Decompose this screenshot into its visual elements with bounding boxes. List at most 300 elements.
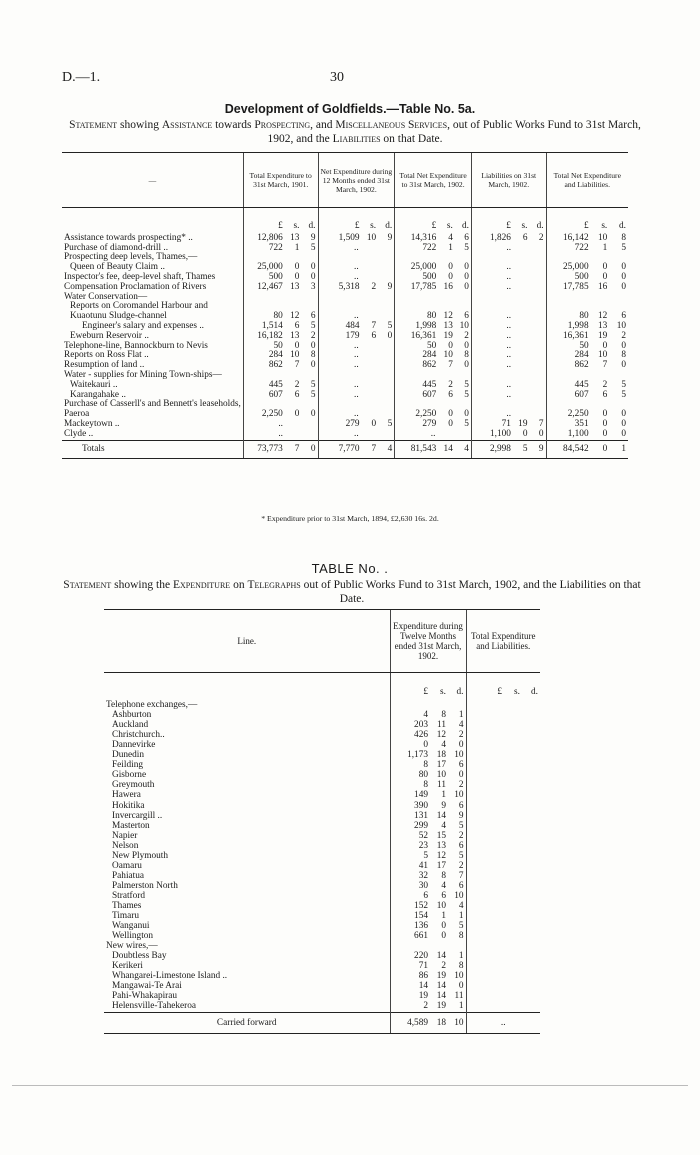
table2-total-cell-empty — [504, 961, 522, 971]
table2-col-total: Total Expenditure and Liabilities. — [466, 610, 540, 673]
table2-statement-text: Expenditure — [172, 579, 231, 591]
table1-statement-text: on that Date. — [380, 133, 443, 145]
table1-cell-pounds: 179 — [318, 332, 362, 342]
table1-cell-pence: 5 — [621, 389, 626, 400]
table2-row-label: Gisborne — [112, 770, 147, 781]
table1-cell-nil: .. — [318, 391, 395, 401]
table2-cell-pounds: 8 — [390, 780, 430, 790]
table1-statement-text: Prospecting — [254, 119, 311, 131]
table2-cell-pence: 2 — [458, 860, 464, 871]
table1-cell-pounds: 25,000 — [395, 263, 439, 273]
table1-cell-pence: 2 — [464, 330, 469, 341]
table1-cell-shillings: 7 — [602, 360, 608, 371]
table2-cell-pence: 1 — [458, 710, 464, 721]
table2-row-label: Christchurch.. — [112, 730, 165, 741]
table2-unit-d: d. — [531, 687, 539, 697]
table1-unit-d: d. — [308, 221, 316, 231]
table2-cell-shillings: 19 — [436, 971, 446, 982]
table1-cell-empty — [529, 293, 546, 303]
table1-cell-pounds: 862 — [243, 361, 284, 371]
table1-cell-pounds: 500 — [546, 273, 591, 283]
table1-cell-pounds: 2,250 — [243, 400, 284, 420]
table1-total-cell-pence: 0 — [301, 440, 318, 459]
table2-total-cell-empty — [466, 911, 504, 921]
table2-cell-pounds: 390 — [390, 801, 430, 811]
table2-total-cell-empty — [466, 720, 504, 730]
table2-row — [104, 981, 540, 991]
table1-cell-shillings: 0 — [602, 418, 608, 429]
table1-cell-empty — [362, 253, 379, 263]
table2-cell-shillings: 8 — [441, 870, 446, 881]
table1-col-total-exp: Total Net Expenditure and Liabilities. — [546, 153, 628, 208]
table2-total-cell-empty — [466, 750, 504, 760]
table1-row-label: Mackeytown .. — [64, 418, 120, 429]
table2-cell-pence: 2 — [458, 830, 464, 841]
table1-cell-empty — [301, 293, 318, 303]
table1-cell-pence: 0 — [621, 409, 626, 420]
table1-cell-nil: .. — [243, 430, 318, 440]
table1-cell-pounds: 284 — [395, 351, 439, 361]
table2-total-cell-empty — [522, 951, 540, 961]
table1-cell-shillings: 6 — [522, 232, 528, 243]
table2-total-cell-empty — [504, 911, 522, 921]
table2-carried-label: Carried forward — [104, 1012, 390, 1033]
table2-units-spacer — [104, 673, 390, 701]
table2-total-cell-empty — [466, 700, 504, 710]
table1-cell-nil: .. — [243, 420, 318, 430]
table2-cell-pence: 7 — [458, 870, 464, 881]
table2-cell-pence: 6 — [458, 800, 464, 811]
table2-unit-d: d. — [456, 687, 464, 697]
table1-row-label: Inspector's fee, deep-level shaft, Thames — [64, 271, 216, 282]
table2-total-cell-empty — [522, 981, 540, 991]
table2-header-row — [104, 610, 540, 673]
table2-cell-empty — [430, 941, 448, 951]
table1-cell-shillings: 1 — [294, 242, 300, 253]
table2-total-cell-empty — [466, 730, 504, 740]
table2-cell-pounds: 220 — [390, 951, 430, 961]
table2-row-label: New wires,— — [106, 941, 158, 952]
table1-cell-pence: 5 — [464, 242, 469, 253]
table2-total-cell-empty — [522, 881, 540, 891]
table2-row-label: Dannevirke — [112, 740, 156, 751]
table2-cell-shillings: 10 — [436, 770, 446, 781]
table1-total-cell-shillings: 14 — [438, 440, 455, 459]
table2-total-cell-empty — [522, 991, 540, 1001]
table1-cell-empty — [378, 371, 395, 381]
table2-cell-shillings: 19 — [436, 1001, 446, 1012]
table2-cell-pounds: 152 — [390, 901, 430, 911]
table2-cell-shillings: 4 — [441, 740, 446, 751]
table2-row-label: Greymouth — [112, 780, 155, 791]
table1 — [62, 152, 628, 459]
table2-total-cell-empty — [466, 710, 504, 720]
table1-total-cell-shillings: 7 — [362, 440, 379, 459]
table1-row-label: Water Conservation— — [64, 291, 148, 302]
table2-cell-pounds: 30 — [390, 881, 430, 891]
table1-cell-pence: 5 — [310, 389, 316, 400]
table1-cell-shillings: 7 — [371, 320, 377, 331]
table1-total-cell-pounds: 84,542 — [546, 440, 591, 459]
table1-cell-pounds: 80 — [243, 302, 284, 322]
table2-cell-pounds: 203 — [390, 720, 430, 730]
table1-cell-pounds: 607 — [395, 391, 439, 401]
table2-total-cell-empty — [466, 971, 504, 981]
table1-statement-text: , and — [310, 119, 336, 131]
table1-cell-pence: 9 — [387, 232, 393, 243]
table2-total-cell-empty — [504, 780, 522, 790]
table1-cell-pence: 6 — [464, 311, 469, 322]
table2-units-row — [104, 673, 540, 701]
table2-total-cell-empty — [466, 760, 504, 770]
table2-cell-pounds: 32 — [390, 871, 430, 881]
table1-cell-pounds: 445 — [243, 381, 284, 391]
table1-row-label: Queen of Beauty Claim .. — [70, 262, 166, 273]
table2-row — [104, 801, 540, 811]
table1-cell-pounds: 279 — [318, 420, 362, 430]
table1-cell-pounds: 5,318 — [318, 283, 362, 293]
table1-cell-pence: 8 — [621, 232, 626, 243]
table1-total-cell-shillings: 0 — [591, 440, 610, 459]
table1-cell-shillings: 16 — [597, 281, 608, 292]
table1-total-cell-pounds: 7,770 — [318, 440, 362, 459]
table1-unit-s: s. — [293, 221, 300, 231]
table2-statement-text: on — [230, 579, 248, 591]
table2-row — [104, 750, 540, 760]
table1-col-net: Net Expenditure during 12 Months ended 31st March, 1902. — [318, 153, 395, 208]
table1-cell-pence: 0 — [464, 340, 469, 351]
table2-total-cell-empty — [522, 780, 540, 790]
table2-row-label: Masterton — [112, 820, 150, 831]
table1-cell-shillings: 7 — [294, 360, 300, 371]
table1-cell-empty — [529, 253, 546, 263]
table1-cell-empty — [378, 293, 395, 303]
table2-total-cell-empty — [466, 780, 504, 790]
table2-row — [104, 760, 540, 770]
table1-row-label: Prospecting deep levels, Thames,— — [64, 252, 198, 263]
table1-cell-pounds: 14,316 — [395, 234, 439, 244]
table1-cell-pence: 6 — [621, 311, 626, 322]
table1-cell-empty — [609, 293, 628, 303]
table1-cell-pence: 5 — [621, 242, 626, 253]
table2-cell-pounds: 86 — [390, 971, 430, 981]
table1-row-label: Waitekauri .. — [70, 379, 118, 390]
table1-cell-shillings: 10 — [443, 350, 453, 361]
table1-row — [62, 400, 628, 420]
table1-cell-pounds: 607 — [546, 391, 591, 401]
table1-unit-d: d. — [619, 221, 626, 231]
table1-cell-shillings: 2 — [294, 379, 300, 390]
table1-cell-nil: .. — [471, 400, 546, 420]
table2-cell-pence: 2 — [458, 730, 464, 741]
table1-cell-pence: 0 — [621, 360, 626, 371]
table2-carried-cell-pence: 10 — [448, 1012, 466, 1033]
table1-cell-pounds: 722 — [395, 244, 439, 254]
table2-cell-pence: 1 — [458, 911, 464, 922]
table2-row — [104, 921, 540, 931]
table1-cell-shillings: 0 — [522, 428, 528, 439]
table1-cell-shillings: 6 — [448, 389, 453, 400]
table2-cell-shillings: 13 — [436, 840, 446, 851]
table1-cell-shillings: 1 — [448, 242, 453, 253]
table2-cell-pounds: 1,173 — [390, 750, 430, 760]
table2-row — [104, 831, 540, 841]
table1-cell-empty — [471, 293, 512, 303]
table1-cell-nil: .. — [318, 273, 395, 283]
table1-cell-nil: .. — [318, 302, 395, 322]
table1-statement-text: , out of Public Works Fund to 31st March, 1902, and the — [267, 119, 641, 145]
table1-cell-pounds: 722 — [546, 244, 591, 254]
table2-row — [104, 811, 540, 821]
table1-cell-empty — [243, 293, 284, 303]
table2-cell-pence: 1 — [458, 951, 464, 962]
table2-cell-pence: 10 — [454, 790, 464, 801]
table1-cell-pounds: 1,998 — [546, 322, 591, 332]
table1-cell-pence: 0 — [464, 281, 469, 292]
table2-total-cell-empty — [504, 710, 522, 720]
table1-cell-pence: 10 — [616, 320, 626, 331]
table1-cell-pounds: 500 — [243, 273, 284, 283]
table1-cell-shillings: 1 — [602, 242, 608, 253]
table2-total-cell-empty — [466, 1001, 504, 1012]
table2-total-cell-empty — [466, 961, 504, 971]
table1-cell-pounds: 284 — [243, 351, 284, 361]
table2-col-line: Line. — [104, 610, 390, 673]
table2-cell-pounds: 41 — [390, 861, 430, 871]
table2-total-cell-empty — [522, 871, 540, 881]
table2-cell-pence: 5 — [458, 820, 464, 831]
table2-total-cell-empty — [504, 921, 522, 931]
table1-cell-shillings: 0 — [602, 271, 608, 282]
table2-cell-pence: 8 — [458, 961, 464, 972]
table1-total-cell-pounds: 2,998 — [471, 440, 512, 459]
table2-cell-shillings: 4 — [441, 880, 446, 891]
table2-cell-pence: 10 — [454, 971, 464, 982]
table1-title: Development of Goldfields.—Table No. 5a. — [224, 102, 476, 116]
table1-cell-empty — [513, 253, 530, 263]
table2-row — [104, 770, 540, 780]
table1-cell-pounds: 12,806 — [243, 234, 284, 244]
table2-cell-pence: 5 — [458, 921, 464, 932]
table1-unit-l: £ — [395, 208, 439, 234]
table2-cell-pence: 6 — [458, 840, 464, 851]
table1-cell-pence: 5 — [464, 418, 469, 429]
table2-total-cell-empty — [504, 901, 522, 911]
table1-cell-nil: .. — [471, 263, 546, 273]
table1-cell-shillings: 0 — [371, 418, 377, 429]
table2-total-cell-empty — [522, 720, 540, 730]
table2-total-cell-empty — [466, 821, 504, 831]
table1-cell-nil: .. — [318, 430, 395, 440]
table1-cell-shillings: 16 — [443, 281, 453, 292]
table2-total-cell-empty — [504, 801, 522, 811]
table2-total-cell-empty — [466, 891, 504, 901]
table1-unit-s: s. — [601, 221, 608, 231]
table2-cell-shillings: 6 — [441, 890, 446, 901]
document-code: D.—1. — [62, 70, 101, 85]
table2-row — [104, 720, 540, 730]
table1-cell-pence: 3 — [310, 281, 316, 292]
table1-cell-nil: .. — [471, 391, 546, 401]
table1-cell-pence: 0 — [464, 271, 469, 282]
table2-row — [104, 901, 540, 911]
table2-total-cell-empty — [504, 861, 522, 871]
table1-cell-pounds: 16,182 — [243, 332, 284, 342]
table1-cell-pence: 5 — [621, 379, 626, 390]
table2-total-cell-empty — [466, 740, 504, 750]
table2-total-cell-empty — [466, 811, 504, 821]
table2-total-cell-empty — [466, 881, 504, 891]
table2-row — [104, 931, 540, 941]
page-number: 30 — [330, 70, 344, 85]
table2-cell-pence: 11 — [454, 991, 464, 1002]
table2-row-label: Pahi-Whakapirau — [112, 991, 178, 1002]
table2-row — [104, 961, 540, 971]
table1-cell-nil: .. — [318, 244, 395, 254]
table1-cell-shillings: 6 — [602, 389, 608, 400]
table2-total-cell-empty — [522, 760, 540, 770]
table1-footnote: * Expenditure prior to 31st March, 1894, £2,630 16s. 2d. — [261, 514, 439, 523]
table1-cell-empty — [513, 293, 530, 303]
table1-row-label: Karangahake .. — [70, 389, 127, 400]
table1-cell-shillings: 19 — [518, 418, 528, 429]
table2-total-cell-empty — [522, 971, 540, 981]
table2-cell-pounds: 661 — [390, 931, 430, 941]
table2-cell-pounds: 52 — [390, 831, 430, 841]
table2-total-cell-empty — [522, 740, 540, 750]
table1-cell-shillings: 13 — [443, 320, 453, 331]
table1-cell-shillings: 19 — [443, 330, 453, 341]
table2-total-cell-empty — [504, 730, 522, 740]
table2-cell-pence: 2 — [458, 780, 464, 791]
table1-unit-d: d. — [385, 221, 393, 231]
table1-cell-pence: 10 — [459, 320, 469, 331]
table1-cell-empty — [362, 371, 379, 381]
table2-row-label: Invercargill .. — [112, 810, 163, 821]
table1-cell-pence: 5 — [464, 379, 469, 390]
table1-cell-pounds: 2,250 — [395, 400, 439, 420]
table1-cell-pence: 0 — [310, 409, 316, 420]
table1-total-cell-shillings: 7 — [285, 440, 302, 459]
table2-cell-shillings: 14 — [436, 951, 446, 962]
table2-cell-shillings: 14 — [436, 981, 446, 992]
table2-cell-shillings: 8 — [441, 710, 446, 721]
table2-total-cell-empty — [504, 811, 522, 821]
table1-cell-shillings: 0 — [448, 271, 453, 282]
table2-total-cell-empty — [504, 971, 522, 981]
table1-cell-empty — [513, 371, 530, 381]
table1-cell-pence: 8 — [310, 350, 316, 361]
table2-row — [104, 971, 540, 981]
table2-row — [104, 881, 540, 891]
table2-cell-pence: 9 — [458, 810, 464, 821]
table2-cell-empty — [430, 700, 448, 710]
table2-cell-pounds: 8 — [390, 760, 430, 770]
table2-total-cell-empty — [504, 891, 522, 901]
table2-total-cell-empty — [522, 831, 540, 841]
table2-cell-shillings: 12 — [436, 730, 446, 741]
table1-cell-shillings: 0 — [294, 409, 300, 420]
table1-row — [62, 430, 628, 440]
table1-cell-shillings: 4 — [448, 232, 453, 243]
table1-cell-empty — [529, 371, 546, 381]
table1-row — [62, 381, 628, 391]
table1-unit-d: d. — [536, 221, 544, 231]
table1-total-cell-pounds: 81,543 — [395, 440, 439, 459]
table1-statement-lead: Statement — [69, 119, 118, 131]
table2-row-label: Thames — [112, 900, 142, 911]
table1-total-cell-pence: 9 — [529, 440, 546, 459]
table1-cell-nil: .. — [471, 351, 546, 361]
table1-cell-pounds: 1,100 — [471, 430, 512, 440]
table2-total-cell-empty — [504, 841, 522, 851]
page-rule — [12, 1085, 688, 1086]
table2-cell-pence: 10 — [454, 750, 464, 761]
table1-cell-shillings: 0 — [448, 262, 453, 273]
table1-units-spacer — [62, 208, 243, 234]
table2-row — [104, 871, 540, 881]
table2-cell-shillings: 17 — [436, 860, 446, 871]
table1-cell-pounds: 862 — [395, 361, 439, 371]
table2-row-label: Feilding — [112, 760, 143, 771]
table2-cell-pence: 6 — [458, 880, 464, 891]
table2-total-cell-empty — [522, 851, 540, 861]
table1-cell-pence: 7 — [538, 418, 544, 429]
table1-cell-pence: 0 — [464, 360, 469, 371]
table2-total-cell-empty — [522, 700, 540, 710]
table1-cell-pounds: 16,361 — [395, 332, 439, 342]
table1-cell-shillings: 13 — [290, 232, 300, 243]
table2-total-cell-empty — [466, 790, 504, 800]
table1-cell-shillings: 0 — [448, 409, 453, 420]
table2-row-label: Mangawai-Te Arai — [112, 981, 182, 992]
table2-cell-pence: 10 — [454, 890, 464, 901]
table1-cell-shillings: 0 — [602, 340, 608, 351]
table2-unit-s: s. — [514, 687, 520, 697]
table1-header-row — [62, 153, 628, 208]
table2-total-cell-empty — [522, 801, 540, 811]
table2-row — [104, 861, 540, 871]
table2-total-cell-empty — [522, 841, 540, 851]
table2-cell-pounds: 80 — [390, 770, 430, 780]
table1-cell-shillings: 10 — [290, 350, 300, 361]
table2-total-cell-empty — [522, 730, 540, 740]
table1-cell-pounds: 16,142 — [546, 234, 591, 244]
table1-cell-pence: 2 — [310, 330, 316, 341]
table2-row — [104, 841, 540, 851]
table2-cell-empty — [390, 700, 430, 710]
table2-total-cell-empty — [522, 921, 540, 931]
table1-row-label: Resumption of land .. — [64, 360, 145, 371]
table1-unit-s: s. — [446, 221, 453, 231]
table2 — [104, 609, 540, 1034]
table1-cell-empty — [378, 253, 395, 263]
table2-row — [104, 991, 540, 1001]
table2-cell-pounds: 0 — [390, 740, 430, 750]
table2-total-cell-empty — [522, 1001, 540, 1012]
table1-cell-pounds: 500 — [395, 273, 439, 283]
table2-total-cell-empty — [466, 831, 504, 841]
table1-row-label: Water - supplies for Mining Town-ships— — [64, 369, 222, 380]
table1-cell-nil: .. — [318, 342, 395, 352]
table1-cell-shillings: 12 — [597, 311, 608, 322]
table2-cell-shillings: 9 — [441, 800, 446, 811]
table1-unit-l: £ — [546, 208, 591, 234]
table2-cell-pence: 8 — [458, 931, 464, 942]
table1-cell-empty — [395, 293, 439, 303]
table1-cell-pence: 5 — [387, 320, 393, 331]
table1-cell-empty — [318, 293, 362, 303]
